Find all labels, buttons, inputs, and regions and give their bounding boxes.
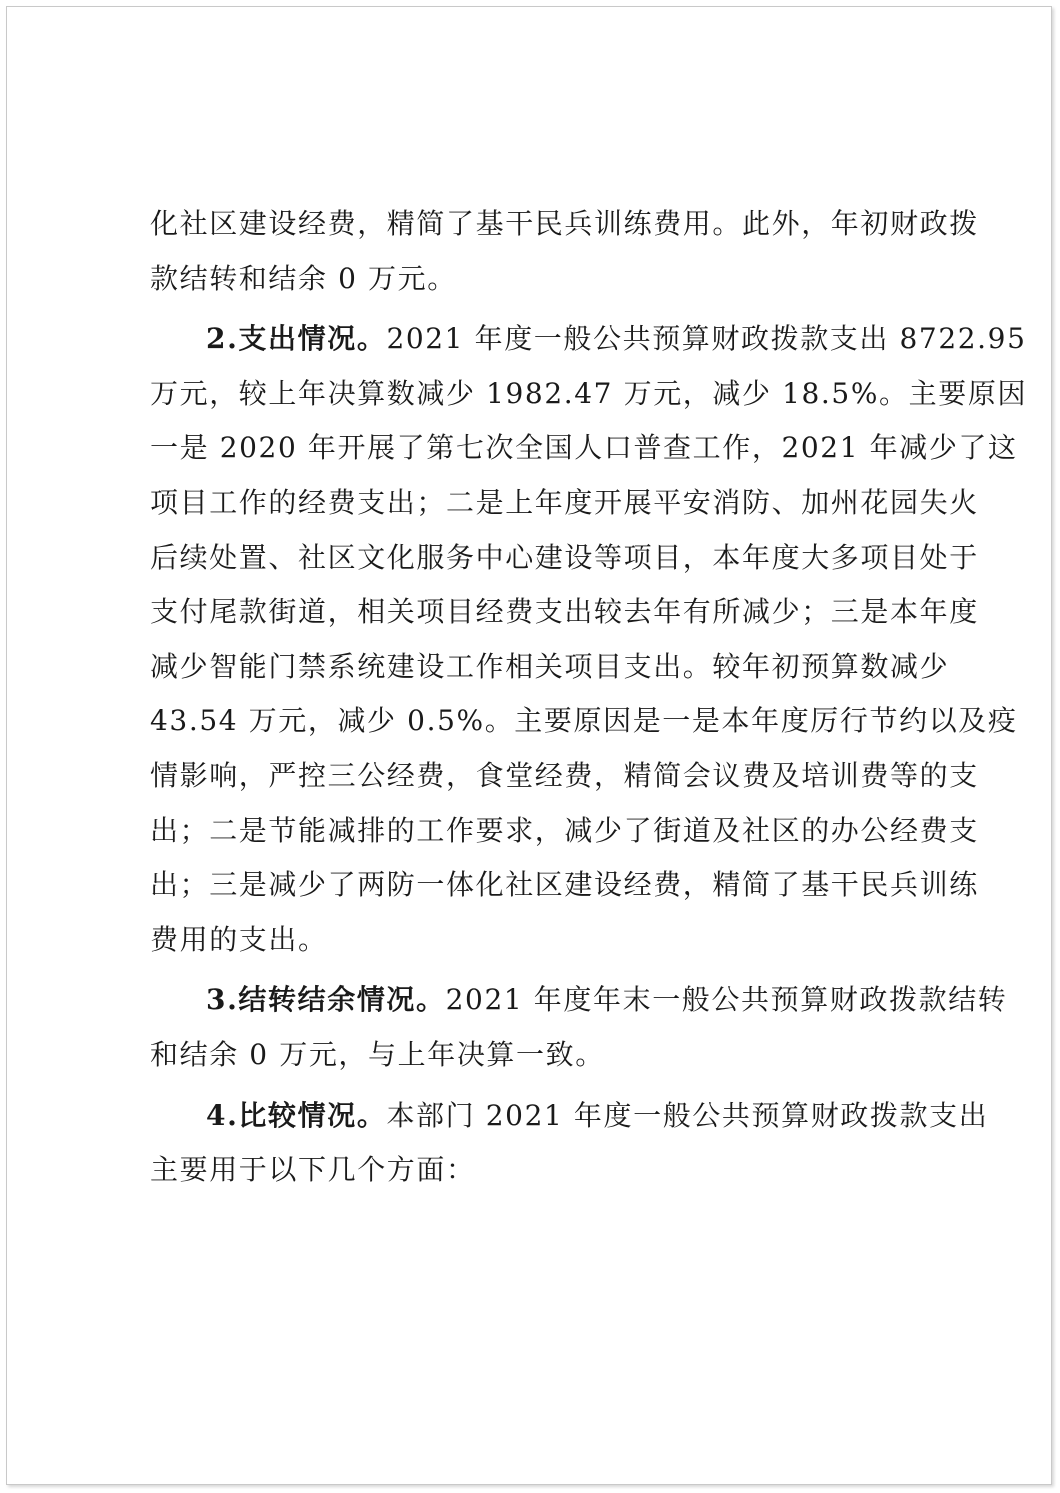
text-run: 2021 年度年末一般公共预算财政拨款结转 [445,983,1008,1017]
text-line: 项目工作的经费支出；二是上年度开展平安消防、加州花园失火 [150,485,979,519]
text-run: 2021 年度一般公共预算财政拨款支出 8722.95 [386,322,1027,356]
section-heading-comparison: 4.比较情况。 [206,1098,387,1132]
paragraph-carryover [150,973,1008,1082]
text-line [150,1089,989,1144]
text-line: 43.54 万元，减少 0.5%。主要原因是一是本年度厉行节约以及疫 [150,704,1018,738]
text-line: 万元，较上年决算数减少 1982.47 万元，减少 18.5%。主要原因 [150,376,1028,410]
document-page [6,6,1052,1485]
paragraph-1 [150,197,979,306]
text-line: 支付尾款街道，相关项目经费支出较去年有所减少；三是本年度 [150,595,979,629]
text-line [150,312,1027,367]
text-line: 一是 2020 年开展了第七次全国人口普查工作，2021 年减少了这 [150,431,1018,465]
paragraph-comparison [150,1089,989,1198]
section-heading-carryover: 3.结转结余情况。 [206,983,446,1017]
text-line: 后续处置、社区文化服务中心建设等项目，本年度大多项目处于 [150,540,979,574]
text-line: 出；二是节能减排的工作要求，减少了街道及社区的办公经费支 [150,813,979,847]
text-run: 本部门 2021 年度一般公共预算财政拨款支出 [386,1098,989,1132]
text-line: 出；三是减少了两防一体化社区建设经费，精简了基干民兵训练 [150,868,979,902]
text-line: 款结转和结余 0 万元。 [150,261,457,295]
text-line: 费用的支出。 [150,922,328,956]
document-body [150,197,1028,1198]
text-line: 情影响，严控三公经费，食堂经费，精简会议费及培训费等的支 [150,758,979,792]
text-line: 化社区建设经费，精简了基干民兵训练费用。此外，年初财政拨 [150,207,979,240]
paragraph-expenditure [150,312,1028,967]
text-line: 主要用于以下几个方面： [150,1153,476,1187]
text-line: 和结余 0 万元，与上年决算一致。 [150,1037,605,1071]
text-line [150,973,1008,1028]
text-line: 减少智能门禁系统建设工作相关项目支出。较年初预算数减少 [150,649,950,683]
section-heading-expenditure: 2.支出情况。 [206,322,387,356]
